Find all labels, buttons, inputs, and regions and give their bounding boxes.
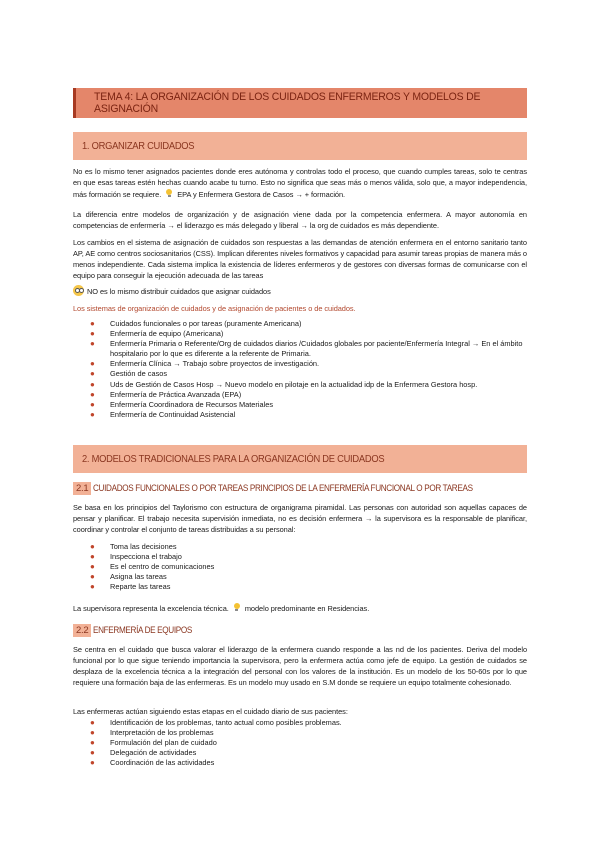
list-item: ● Enfermería Coordinadora de Recursos Materiales: [90, 399, 274, 409]
bullet-icon: ●: [90, 389, 95, 399]
subsection-2-2-paragraph-2: Las enfermeras actúan siguiendo estas etapas en el cuidado diario de sus pacientes:: [73, 707, 348, 716]
list-item: ● Identificación de los problemas, tanto actual como posibles problemas.: [90, 718, 342, 727]
list-item: ● Toma las decisiones: [90, 542, 177, 551]
document-title: TEMA 4: LA ORGANIZACIÓN DE LOS CUIDADOS ENFERMEROS Y MODELOS DE ASIGNACIÓN: [94, 91, 481, 115]
list-item: ● Enfermería Primaria o Referente/Org de cuidados diarios /Cuidados globales por paciente/Enfermería Integral → En el ámbito hospitalario por lo que es diferente a la referente de Primaria.: [90, 339, 523, 359]
subsection-title: CUIDADOS FUNCIONALES O POR TAREAS PRINCIPIOS DE LA ENFERMERÍA FUNCIONAL O POR TAREAS: [93, 483, 474, 494]
lightbulb-icon: [233, 603, 241, 612]
list-item: ● Gestión de casos: [90, 369, 168, 379]
bullet-icon: ●: [90, 582, 95, 592]
bullet-icon: ●: [90, 399, 95, 409]
bullet-icon: ●: [90, 552, 95, 562]
subsection-number: 2.2: [73, 624, 91, 637]
list-item: ● Uds de Gestión de Casos Hosp → Nuevo modelo en pilotaje en la actualidad idp de la Enfermera Gestora hosp.: [90, 379, 478, 389]
bullet-icon: ●: [90, 718, 95, 727]
bullet-icon: ●: [90, 329, 95, 339]
section-1-list: [73, 319, 527, 420]
section-1-note: NO es lo mismo distribuir cuidados que asignar cuidados: [73, 285, 527, 298]
section-1-paragraph-3: Los cambios en el sistema de asignación de cuidados son respuestas a las demandas de atención enfermera en el entorno sanitario tanto AP, AE como centros sociosanitarios (CSS). Implican diferentes niveles formativos y capacidad para asumir tareas propias de manera más o menos independiente. Cada sistema implica la existencia de líderes enfermeros y de gestores con diversas formas de comunicarse con el equipo para conseguir la ejecución adecuada de las tareas: [73, 238, 527, 280]
section-2-heading: 2. MODELOS TRADICIONALES PARA LA ORGANIZACIÓN DE CUIDADOS: [82, 453, 385, 465]
subsection-2-2-paragraph-1: Se centra en el cuidado que busca valorar el liderazgo de la enfermera cuando responde a las nd de los pacientes. Deriva del modelo funcional por lo que sigue teniendo importancia la supervisora, pero la enfermera actúa como jefe de equipo. La gestión de cuidados se desplaza de la excelencia técnica a la integración del personal con los valores de la institución. Es un modelo de los 50-60s por lo que requiere una formación baja de las enfermeras. Es un modelo muy usado en S.M donde se requiere un equipo totalmente cohesionado.: [73, 645, 527, 687]
list-item: ● Enfermería de Práctica Avanzada (EPA): [90, 389, 242, 399]
bullet-icon: ●: [90, 379, 95, 389]
list-item: ● Interpretación de los problemas: [90, 728, 214, 738]
list-item: ● Delegación de actividades: [90, 748, 197, 758]
bullet-icon: ●: [90, 319, 95, 328]
subsection-title: ENFERMERÍA DE EQUIPOS: [93, 625, 193, 636]
subsection-number: 2.1: [73, 482, 91, 495]
document-title-bar: [73, 88, 527, 118]
section-1-paragraph-1: No es lo mismo tener asignados pacientes donde eres autónoma y controlas todo el proceso, que cuando cumples tareas, solo te centras en que esas tareas estén hechas cuando acabe tu turno. Esto no significa que seas más o menos válida, solo que, a mayor independencia, más formación se requiere. EPA y Enfermera Gestora de Casos → + formación.: [73, 167, 527, 199]
list-item: ● Reparte las tareas: [90, 582, 171, 592]
section-1-list-lead: Los sistemas de organización de cuidados y de asignación de pacientes o de cuidados.: [73, 304, 356, 313]
eyes-emoji-icon: [73, 285, 84, 296]
bullet-icon: ●: [90, 748, 95, 758]
section-2-heading-bar: [73, 445, 527, 473]
list-item: ● Cuidados funcionales o por tareas (puramente Americana): [90, 319, 302, 328]
bullet-icon: ●: [90, 369, 95, 379]
lightbulb-icon: [165, 189, 173, 198]
list-item: ● Es el centro de comunicaciones: [90, 562, 215, 572]
list-item: ● Coordinación de las actividades: [90, 758, 215, 768]
section-1-heading: 1. ORGANIZAR CUIDADOS: [82, 140, 195, 152]
subsection-2-1-list: [73, 542, 527, 592]
list-item: ● Enfermería de equipo (Americana): [90, 329, 224, 339]
subsection-2-2-list: [73, 718, 527, 768]
list-item: ● Enfermería Clínica → Trabajo sobre proyectos de investigación.: [90, 359, 320, 369]
bullet-icon: ●: [90, 359, 95, 369]
bullet-icon: ●: [90, 758, 95, 768]
list-item: ● Asigna las tareas: [90, 572, 167, 582]
list-item: ● Formulación del plan de cuidado: [90, 738, 217, 748]
bullet-icon: ●: [90, 738, 95, 748]
subsection-2-1-paragraph-2: La supervisora representa la excelencia técnica. modelo predominante en Residencias.: [73, 604, 370, 613]
bullet-icon: ●: [90, 339, 95, 349]
bullet-icon: ●: [90, 562, 95, 572]
section-1-heading-bar: [73, 132, 527, 160]
bullet-icon: ●: [90, 542, 95, 551]
subsection-2-1-paragraph-1: Se basa en los principios del Taylorismo con estructura de organigrama piramidal. Las personas con autoridad son aquellas capaces de pensar y planificar. El trabajo necesita supervisión inmediata, no es decisión enfermera → la supervisora es la responsable de planificar, coordinar y controlar el conjunto de tareas distribuidas a su personal:: [73, 503, 527, 534]
subsection-2-1-heading: [73, 481, 535, 496]
bullet-icon: ●: [90, 728, 95, 738]
section-1-paragraph-2: La diferencia entre modelos de organización y de asignación viene dada por la competencia enfermera. A mayor autonomía en competencias de enfermería → el liderazgo es más delegado y liberal → la org de cuidados es más dependiente.: [73, 210, 527, 230]
bullet-icon: ●: [90, 409, 95, 419]
bullet-icon: ●: [90, 572, 95, 582]
list-item: ● Enfermería de Continuidad Asistencial: [90, 409, 236, 419]
subsection-2-2-heading: [73, 623, 208, 638]
list-item: ● Inspecciona el trabajo: [90, 552, 182, 562]
